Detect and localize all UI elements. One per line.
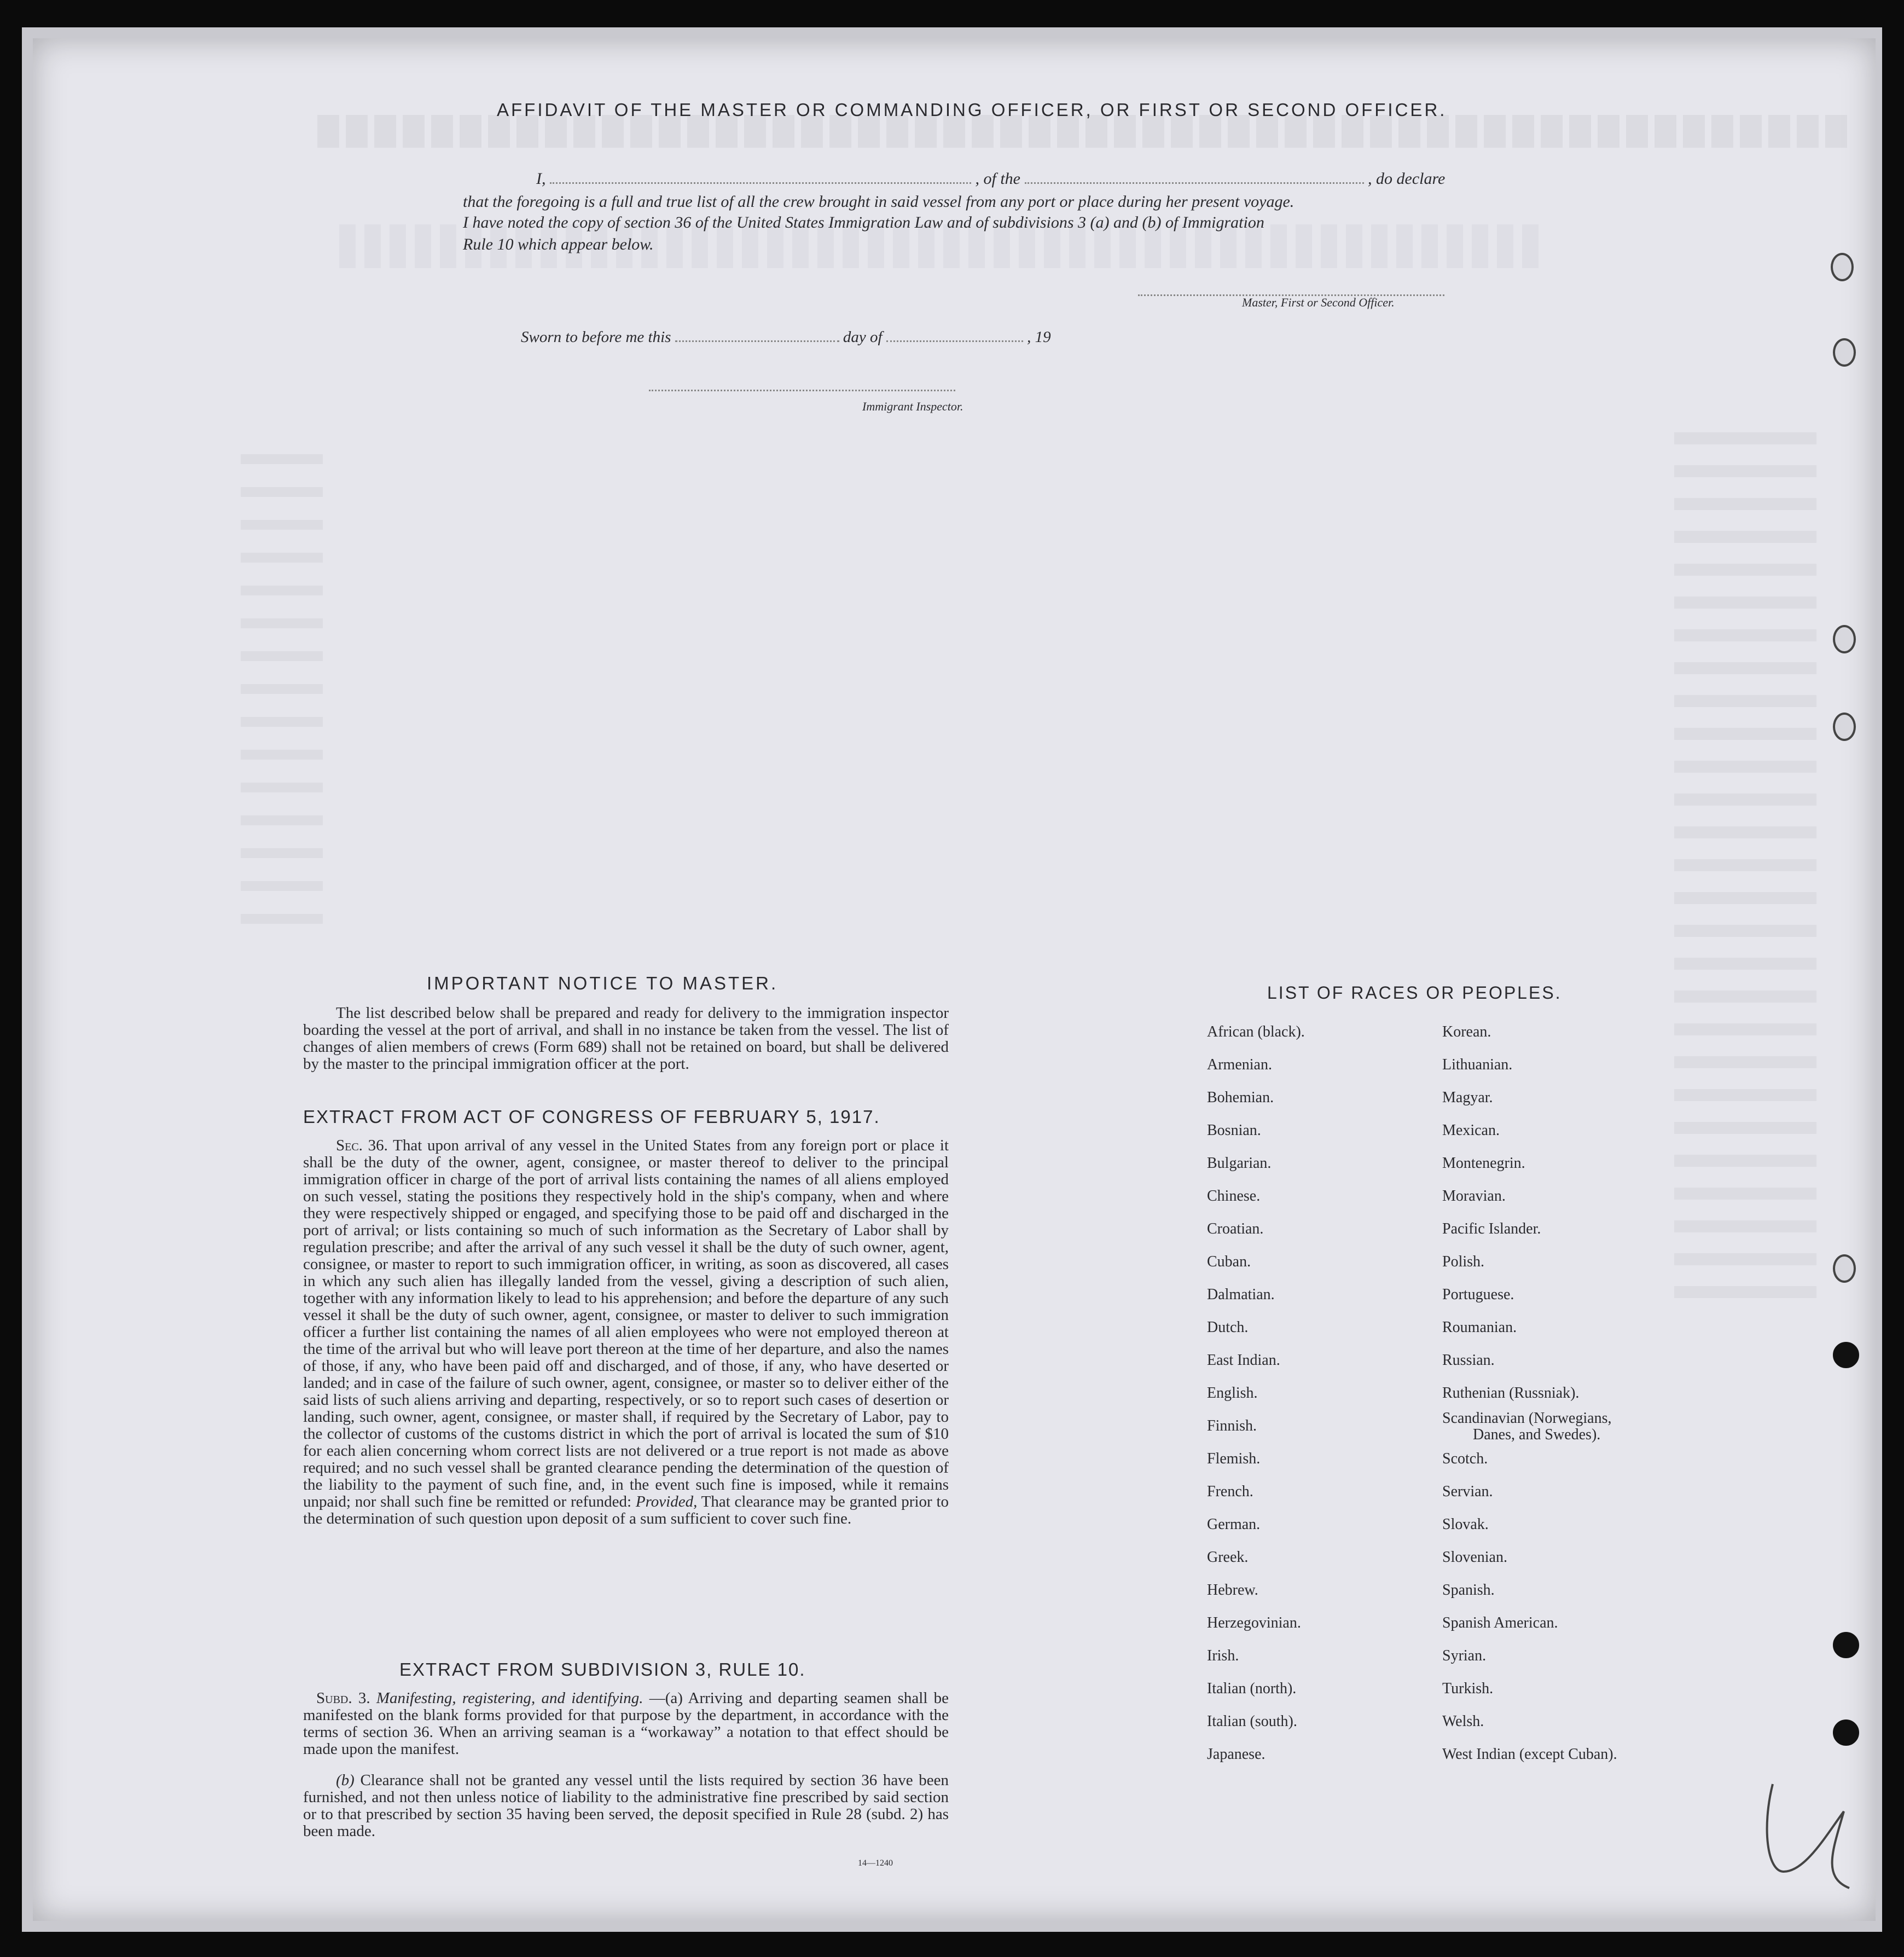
sworn-text: Sworn to before me this	[521, 328, 671, 346]
race-right-17: Spanish.	[1442, 1582, 1495, 1599]
binder-hole-icon	[1833, 1719, 1859, 1746]
race-right-18: Spanish American.	[1442, 1614, 1558, 1631]
affidavit-i: I,	[536, 170, 546, 188]
race-right-22: West Indian (except Cuban).	[1442, 1746, 1617, 1763]
affidavit-line-3: I have noted the copy of section 36 of the United States Immigration Law and of subdivisions 3 (a) and (b) of Immigration	[463, 213, 1264, 231]
race-left-3: Bosnian.	[1207, 1122, 1261, 1139]
race-left-11: English.	[1207, 1385, 1258, 1402]
race-left-1: Armenian.	[1207, 1056, 1272, 1073]
signature-caption: Master, First or Second Officer.	[1242, 296, 1395, 309]
race-left-4: Bulgarian.	[1207, 1155, 1272, 1172]
race-right-12b: Danes, and Swedes).	[1473, 1426, 1601, 1443]
act-title: EXTRACT FROM ACT OF CONGRESS OF FEBRUARY 5, 1917.	[303, 1107, 880, 1127]
act-text-end: That clearance may be granted prior to the determination of such question upon deposit of a sum sufficient to cover such fine.	[303, 1493, 949, 1527]
rule-para-a	[303, 1690, 949, 1758]
race-right-20: Turkish.	[1442, 1680, 1494, 1697]
race-left-13: Flemish.	[1207, 1450, 1261, 1467]
race-right-19: Syrian.	[1442, 1647, 1487, 1664]
race-right-16: Slovenian.	[1442, 1549, 1507, 1566]
handwritten-mark-icon	[1751, 1762, 1860, 1904]
vessel-blank[interactable]	[1025, 182, 1364, 184]
act-section-label: Sec. 36.	[336, 1137, 388, 1154]
race-right-10: Russian.	[1442, 1352, 1495, 1369]
form-number: 14—1240	[858, 1858, 893, 1868]
bleed-through-column	[1674, 432, 1816, 1308]
bleed-through-column-left	[241, 454, 323, 947]
race-right-0: Korean.	[1442, 1023, 1491, 1040]
inspector-signature-line[interactable]	[649, 390, 955, 391]
binder-hole-icon	[1833, 713, 1856, 741]
subd-para-b: Clearance shall not be granted any vessel until the lists required by section 36 have been furnished, and not then unless notice of liability to the administrative fine prescribed by said section or to that prescribed by section 35 having been served, the deposit specified in Rule 28 (subd. 2) has been made.	[303, 1771, 949, 1840]
inspector-caption: Immigrant Inspector.	[862, 399, 963, 413]
race-right-11: Ruthenian (Russniak).	[1442, 1385, 1580, 1402]
race-left-14: French.	[1207, 1483, 1253, 1500]
binder-hole-icon	[1833, 338, 1856, 367]
race-right-21: Welsh.	[1442, 1713, 1484, 1730]
race-left-10: East Indian.	[1207, 1352, 1280, 1369]
race-right-13: Scotch.	[1442, 1450, 1488, 1467]
act-body	[303, 1137, 949, 1527]
affidavit-line-2: that the foregoing is a full and true list of all the crew brought in said vessel from any port or place during her present voyage.	[463, 193, 1295, 211]
race-right-5: Moravian.	[1442, 1188, 1506, 1205]
sworn-line	[521, 328, 1232, 346]
race-right-1: Lithuanian.	[1442, 1056, 1513, 1073]
race-right-4: Montenegrin.	[1442, 1155, 1525, 1172]
month-blank[interactable]	[886, 340, 1023, 342]
day-blank[interactable]	[675, 340, 839, 342]
name-blank[interactable]	[550, 182, 971, 184]
day-of-text: day of	[843, 328, 883, 346]
race-left-20: Italian (north).	[1207, 1680, 1297, 1697]
race-left-19: Irish.	[1207, 1647, 1239, 1664]
binder-hole-icon	[1833, 625, 1856, 653]
race-right-8: Portuguese.	[1442, 1286, 1514, 1303]
binder-hole-icon	[1831, 253, 1854, 281]
race-left-0: African (black).	[1207, 1023, 1305, 1040]
race-left-2: Bohemian.	[1207, 1089, 1274, 1106]
notice-body: The list described below shall be prepared and ready for delivery to the immigration inspector boarding the vessel at the port of arrival, and shall in no instance be taken from the vessel. The list of changes of alien members of crews (Form 689) shall not be retained on board, but shall be delivered by the master to the principal immigration officer at the port.	[303, 1004, 949, 1073]
binder-hole-icon	[1833, 1632, 1859, 1658]
race-left-12: Finnish.	[1207, 1417, 1257, 1434]
race-left-21: Italian (south).	[1207, 1713, 1297, 1730]
race-left-9: Dutch.	[1207, 1319, 1249, 1336]
affidavit-line-1	[536, 170, 1532, 188]
race-right-9: Roumanian.	[1442, 1319, 1517, 1336]
rule-para-b	[303, 1772, 949, 1840]
race-left-7: Cuban.	[1207, 1253, 1251, 1270]
race-left-22: Japanese.	[1207, 1746, 1266, 1763]
race-left-17: Hebrew.	[1207, 1582, 1258, 1599]
year-text: , 19	[1027, 328, 1051, 346]
race-left-16: Greek.	[1207, 1549, 1249, 1566]
race-left-5: Chinese.	[1207, 1188, 1261, 1205]
race-right-15: Slovak.	[1442, 1516, 1489, 1533]
rule-title: EXTRACT FROM SUBDIVISION 3, RULE 10.	[399, 1659, 806, 1680]
notice-title: IMPORTANT NOTICE TO MASTER.	[427, 973, 779, 993]
race-left-15: German.	[1207, 1516, 1261, 1533]
document-page	[33, 38, 1876, 1921]
race-right-14: Servian.	[1442, 1483, 1493, 1500]
race-right-6: Pacific Islander.	[1442, 1220, 1541, 1237]
para-b-label: (b)	[336, 1771, 355, 1789]
race-right-12: Scandinavian (Norwegians,	[1442, 1410, 1612, 1427]
act-provided: Provided,	[635, 1493, 698, 1510]
affidavit-line-4: Rule 10 which appear below.	[463, 235, 654, 253]
subd-label: Subd. 3.	[316, 1689, 370, 1707]
act-text: That upon arrival of any vessel in the United States from any foreign port or place it shall be the duty of the owner, agent, consignee, or master thereof to deliver to the principal immigration officer in charge of the port of arrival lists containing the names of all aliens employed on such vessel, stating the positions they respectively hold in the ship's company, when and where they were respectively shipped or engaged, and specifying those to be paid off and discharged in the port of arrival; or lists containing so much of such information as the Secretary of Labor shall by regulation prescribe; and after the arrival of any such vessel it shall be the duty of such owner, agent, consignee, or master to report to such immigration officer, in writing, as soon as discovered, all cases in which any such alien has illegally landed from the vessel, giving a description of such alien, together with any information likely to lead to his apprehension; and before the departure of any such vessel it shall be the duty of such owner, agent, consignee, or master to deliver to such immigration officer a further list containing the names of all alien employees who were not employed thereon at the time of the arrival but who will leave port thereon at the time of her departure, and also the names of those, if any, who have been paid off and discharged, and of those, if any, who have deserted or landed; and in case of the failure of such owner, agent, consignee, or master so to deliver either of the said lists of such aliens arriving and departing, respectively, or so to report such cases of desertion or landing, such owner, agent, consignee, or master shall, if required by the Secretary of Labor, pay to the collector of customs of the customs district in which the port of arrival is located the sum of $10 for each alien concerning whom correct lists are not delivered or a true report is not made as above required; and no such vessel shall be granted clearance pending the determination of the question of the liability to the payment of such fine, and, in the event such fine is imposed, while it remains unpaid; nor shall such fine be remitted or refunded:	[303, 1137, 949, 1510]
binder-hole-icon	[1833, 1342, 1859, 1368]
race-right-7: Polish.	[1442, 1253, 1485, 1270]
affidavit-declare: , do declare	[1368, 170, 1446, 188]
race-left-18: Herzegovinian.	[1207, 1614, 1301, 1631]
races-title: LIST OF RACES OR PEOPLES.	[1267, 983, 1562, 1003]
race-left-6: Croatian.	[1207, 1220, 1264, 1237]
subd-para-a: —(a) Arriving and departing seamen shall be manifested on the blank forms provided for that purpose by the department, in accordance with the terms of section 36. When an arriving seaman is a “workaway” a notation to that effect should be made upon the manifest.	[303, 1689, 949, 1758]
subd-heading: Manifesting, registering, and identifying.	[376, 1689, 643, 1707]
affidavit-title: AFFIDAVIT OF THE MASTER OR COMMANDING OFFICER, OR FIRST OR SECOND OFFICER.	[497, 100, 1447, 120]
race-right-3: Mexican.	[1442, 1122, 1500, 1139]
binder-hole-icon	[1833, 1254, 1856, 1283]
race-right-2: Magyar.	[1442, 1089, 1493, 1106]
affidavit-of-the: , of the	[975, 170, 1020, 188]
race-left-8: Dalmatian.	[1207, 1286, 1275, 1303]
